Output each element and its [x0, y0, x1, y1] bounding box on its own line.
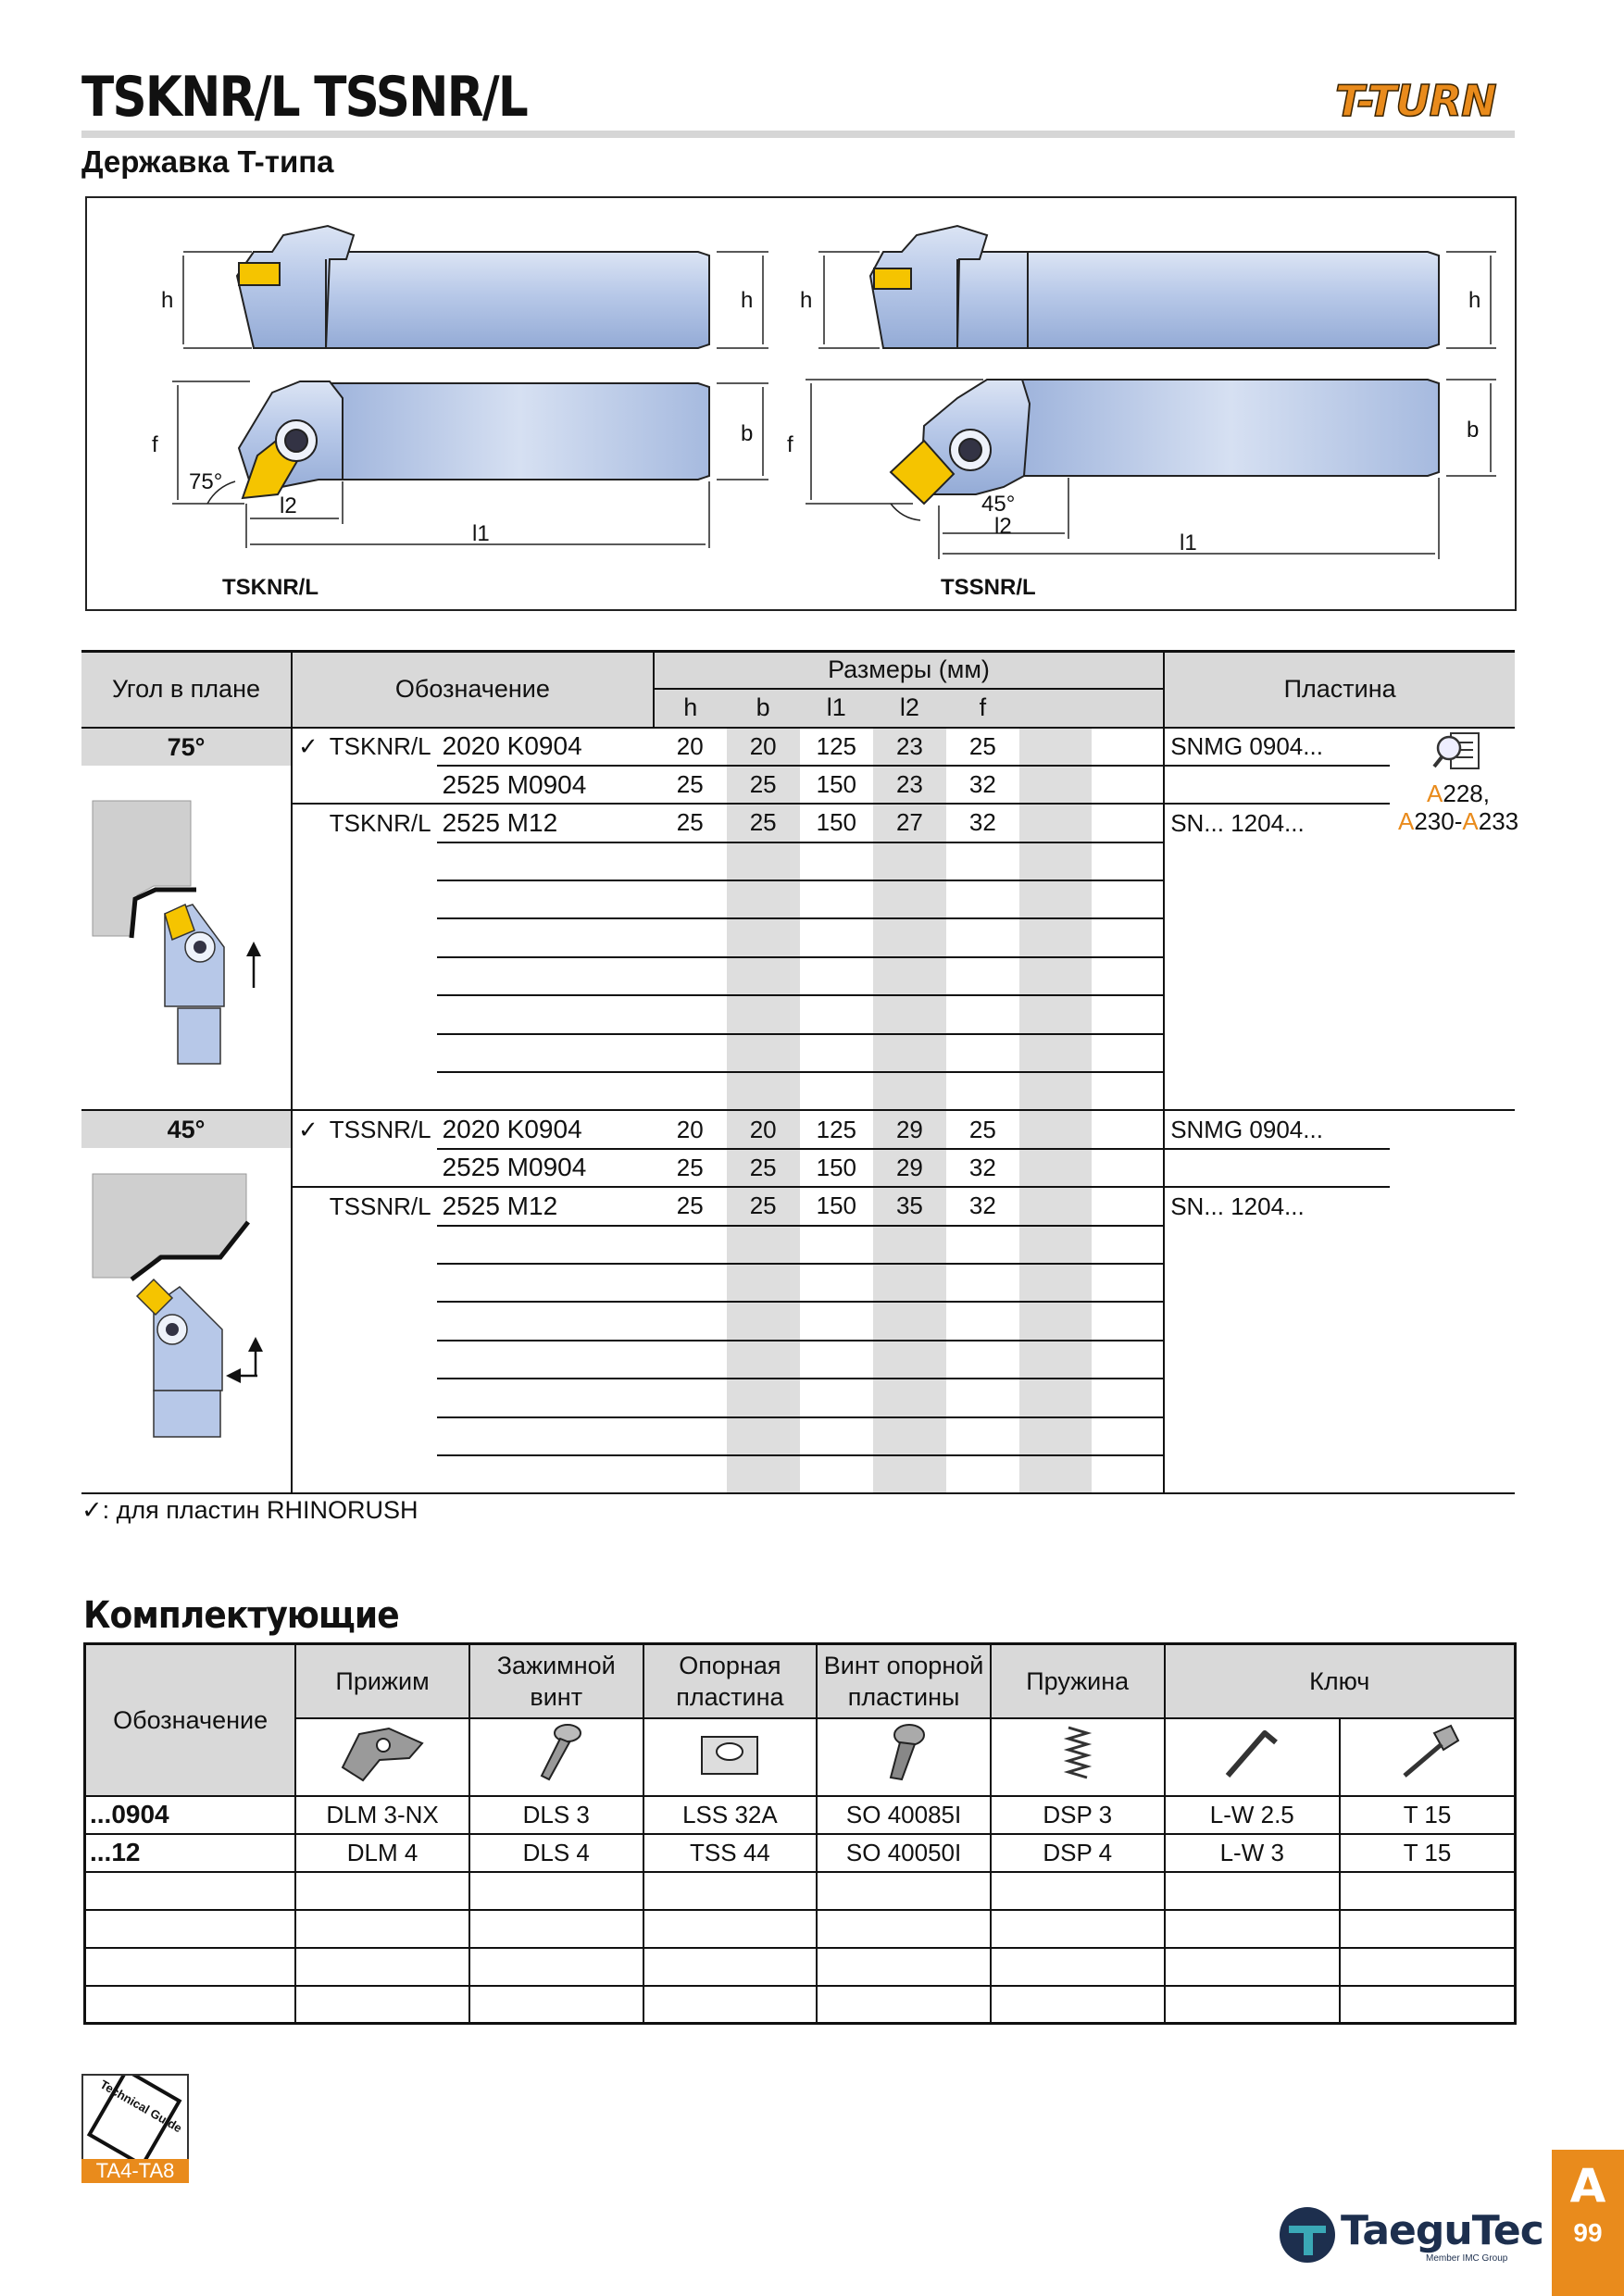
accessories-table: Обозначение Прижим Зажимной винт Опорная пластина Винт опорной пластины Пружина Ключ ...0904 DLM 3-NX DLS 3 LSS 32A SO 40085I DSP 3 L-W 2.5 T 15 ...12 DLM 4 DLS 4 TSS 44 SO 40050I DSP 4 L-W 3 T 15 — [83, 1642, 1517, 2025]
clamp-screw-icon — [469, 1718, 643, 1796]
svg-text:b: b — [1467, 418, 1480, 443]
series-name: TSSNR/L — [329, 1116, 431, 1144]
svg-text:l1: l1 — [472, 521, 490, 546]
page-number: 99 — [1573, 2218, 1603, 2247]
insert-name: SN... 1204... — [1164, 1187, 1390, 1225]
svg-text:Technical Guide: Technical Guide — [97, 2077, 185, 2136]
item-code: 2020 K0904 — [442, 1115, 582, 1144]
designation-header: Обозначение — [292, 652, 654, 728]
col-h: h — [654, 689, 727, 728]
tssnr-top-view — [806, 380, 1496, 559]
series-name: TSSNR/L — [324, 1187, 437, 1225]
svg-text:b: b — [741, 421, 754, 446]
svg-text:f: f — [787, 432, 793, 457]
title-rule — [81, 131, 1515, 138]
rhinorush-footnote: ✓: для пластин RHINORUSH — [81, 1496, 418, 1524]
section-letter: A — [1569, 2159, 1606, 2213]
insert-header: Пластина — [1164, 652, 1515, 728]
series-name: TSKNR/L — [324, 804, 437, 842]
series-name: TSKNR/L — [329, 732, 431, 761]
acc-clamp-header: Прижим — [295, 1644, 469, 1718]
svg-text:75°: 75° — [189, 469, 223, 494]
t-turn-logo: T-TURN — [1335, 76, 1496, 126]
item-code: 2525 M0904 — [437, 766, 654, 804]
col-l1: l1 — [800, 689, 873, 728]
acc-screw-header: Зажимной винт — [469, 1644, 643, 1718]
col-b: b — [727, 689, 800, 728]
col-l2: l2 — [873, 689, 946, 728]
angle-cell-75: 75° — [81, 728, 292, 1111]
angle-cell-45: 45° — [81, 1110, 292, 1493]
accessories-title: Комплектующие — [83, 1594, 399, 1637]
item-code: 2525 M12 — [437, 1187, 654, 1225]
shim-icon — [643, 1718, 818, 1796]
svg-text:h: h — [800, 288, 813, 313]
catalog-magnifier-icon — [1432, 730, 1484, 774]
hex-key-icon — [1165, 1718, 1340, 1796]
acc-shim-header: Опорная пластина — [643, 1644, 818, 1718]
insert-name: SNMG 0904... — [1170, 1115, 1323, 1143]
taegutec-logo: TaeguTec — [1341, 2207, 1543, 2254]
svg-text:TSKNR/L: TSKNR/L — [222, 575, 319, 600]
clamp-icon — [295, 1718, 469, 1796]
svg-text:h: h — [741, 288, 754, 313]
taegutec-logo-sub: Member IMC Group — [1426, 2253, 1508, 2264]
acc-spring-header: Пружина — [991, 1644, 1165, 1718]
tssnr-approach-icon — [81, 1148, 291, 1481]
item-code: 2525 M0904 — [437, 1149, 654, 1187]
tool-diagram — [85, 196, 1517, 611]
item-code: 2020 K0904 — [442, 731, 582, 761]
rhinorush-check: ✓ — [298, 732, 319, 761]
acc-row-designation: ...0904 — [85, 1796, 296, 1834]
tsknr-side-view — [183, 226, 768, 348]
svg-text:h: h — [1468, 288, 1481, 313]
acc-row-designation: ...12 — [85, 1834, 296, 1872]
spring-icon — [991, 1718, 1165, 1796]
page-subtitle: Державка T-типа — [81, 144, 334, 179]
page-tab — [1552, 2150, 1624, 2296]
svg-text:TSSNR/L: TSSNR/L — [941, 575, 1036, 600]
technical-guide-book-icon — [83, 2076, 187, 2161]
svg-text:f: f — [152, 432, 158, 457]
dimensions-header: Размеры (мм) — [654, 652, 1164, 689]
acc-key-header: Ключ — [1165, 1644, 1516, 1718]
shim-screw-icon — [817, 1718, 991, 1796]
dim-h-left: h — [161, 288, 174, 313]
svg-text:l2: l2 — [994, 514, 1012, 539]
col-f: f — [946, 689, 1019, 728]
spec-table: Угол в плане Обозначение Размеры (мм) Пластина h b l1 l2 f 75° ✓ TSKNR/L 2020 K0904 20 20 125 23 25 SNMG 0904... 2525 M0904 25 25 150 23 32 TSKNR/L 2525 M12 25 25 150 27 32 SN... 1204... 45° ✓ TSSNR/L 2020 K0904 20 20 125 29 25 SNMG 0904... 2525 M0904 25 25 150 29 32 TSSNR/L 2525 M12 25 25 150 35 32 SN... 1204... — [81, 650, 1515, 1494]
insert-name: SN... 1204... — [1164, 804, 1390, 842]
acc-designation-header: Обозначение — [85, 1644, 296, 1796]
tssnr-side-view — [818, 226, 1496, 348]
svg-text:l1: l1 — [1180, 530, 1197, 555]
torx-key-icon — [1340, 1718, 1516, 1796]
svg-text:45°: 45° — [981, 492, 1016, 517]
insert-reference[interactable]: A228, A230-A233 — [1398, 730, 1518, 835]
acc-shim-screw-header: Винт опорной пластины — [817, 1644, 991, 1718]
page-title: TSKNR/L TSSNR/L — [81, 65, 528, 130]
insert-name: SNMG 0904... — [1170, 731, 1323, 760]
tsknr-top-view — [172, 381, 768, 548]
item-code: 2525 M12 — [437, 804, 654, 842]
tsknr-approach-icon — [81, 766, 291, 1099]
svg-text:l2: l2 — [280, 493, 297, 518]
angle-header: Угол в плане — [81, 652, 292, 728]
technical-guide-pages: TA4-TA8 — [81, 2159, 189, 2183]
rhinorush-check: ✓ — [298, 1116, 319, 1144]
